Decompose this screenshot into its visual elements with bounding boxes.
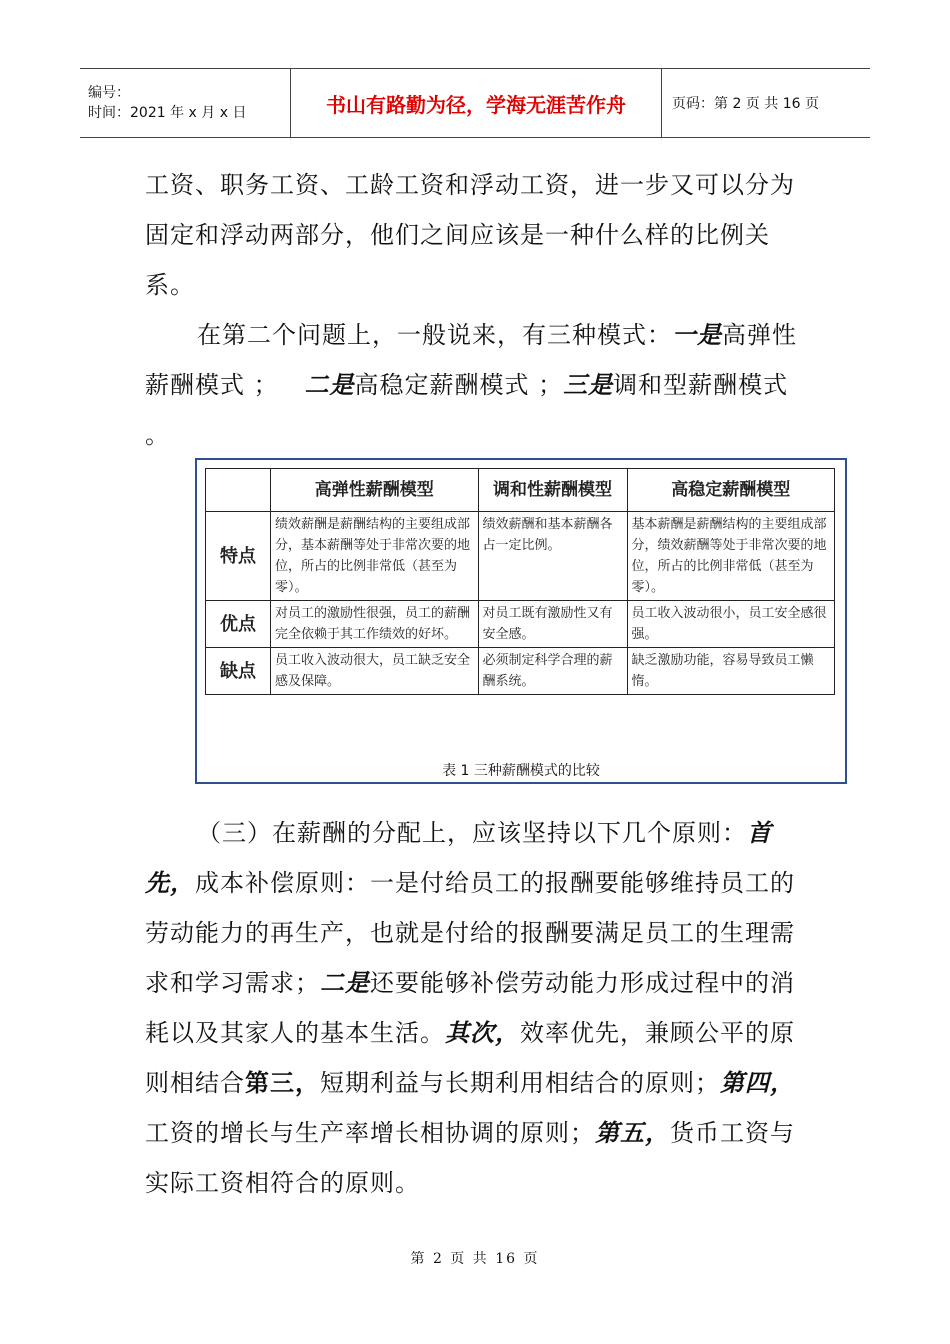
table-cell: 绩效薪酬和基本薪酬各占一定比例。 <box>478 512 627 601</box>
para3-text-3: 还要能够补偿劳动能力形成过程中的消耗以及其家人的基本生活。 <box>145 969 795 1047</box>
para2-key-1: 一是 <box>672 320 722 349</box>
table-row <box>206 512 835 601</box>
table-cell: 员工收入波动很大，员工缺乏安全感及保障。 <box>271 648 479 695</box>
table-cell: 必须制定科学合理的薪酬系统。 <box>478 648 627 695</box>
row-label-advantages: 优点 <box>206 601 271 648</box>
table-cell: 绩效薪酬是薪酬结构的主要组成部分，基本薪酬等处于非常次要的地位，所占的比例非常低（甚至为零）。 <box>271 512 479 601</box>
para3-text-5: 短期利益与长期利用相结合的原则； <box>320 1069 720 1097</box>
page-label: 页码：第 2 页 共 16 页 <box>672 96 819 112</box>
header-page <box>662 69 870 137</box>
header-meta <box>80 69 291 137</box>
table-caption: 表 1 三种薪酬模式的比较 <box>442 763 600 779</box>
para2-text-3: 调和型薪酬模式 。 <box>145 371 789 449</box>
row-label-features: 特点 <box>206 512 271 601</box>
page-footer: 第 2 页 共 16 页 <box>410 1251 540 1267</box>
para3-key-3: 其次， <box>445 1018 520 1047</box>
paragraph-1: 工资、职务工资、工龄工资和浮动工资，进一步又可以分为固定和浮动两部分，他们之间应该是一种什么样的比例关系。 <box>145 171 795 299</box>
paragraph-3 <box>145 808 810 1208</box>
date-label: 时间：2021 年 x 月 x 日 <box>88 105 247 121</box>
para3-text-4: 效率优先，兼顾公平的原则相结合 <box>145 1019 795 1097</box>
para3-text-6: 工资的增长与生产率增长相协调的原则； <box>145 1119 595 1147</box>
table-row <box>206 601 835 648</box>
table-cell: 基本薪酬是薪酬结构的主要组成部分，绩效薪酬等处于非常次要的地位，所占的比例非常低（甚至为零）。 <box>627 512 835 601</box>
para2-key-2: 二是 <box>304 370 355 399</box>
para2-text-1: 高弹性薪酬模式 ； <box>145 321 797 399</box>
motto-text: 书山有路勤为径，学海无涯苦作舟 <box>326 92 626 117</box>
para3-key-2: 二是 <box>320 968 370 997</box>
row-label-disadvantages: 缺点 <box>206 648 271 695</box>
para3-text-7: 货币工资与实际工资相符合的原则。 <box>145 1119 795 1197</box>
table-header-balanced: 调和性薪酬模型 <box>478 469 627 512</box>
para2-lead: 在第二个问题上，一般说来，有三种模式： <box>197 321 672 349</box>
table-header-row <box>206 469 835 512</box>
comparison-table <box>205 468 835 695</box>
table-cell: 缺乏激励功能，容易导致员工懒惰。 <box>627 648 835 695</box>
table-header-high-elastic: 高弹性薪酬模型 <box>271 469 479 512</box>
table-cell: 对员工的激励性很强，员工的薪酬完全依赖于其工作绩效的好坏。 <box>271 601 479 648</box>
table-cell: 对员工既有激励性又有安全感。 <box>478 601 627 648</box>
para3-text-2: 成本补偿原则：一是付给员工的报酬要能够维持员工的劳动能力的再生产，也就是付给的报酬要满足员工的生理需求和学习需求； <box>145 869 795 997</box>
para3-key-4: 第三， <box>245 1068 320 1097</box>
para2-key-3: 三是 <box>563 370 614 399</box>
paragraph-2 <box>145 310 810 460</box>
para2-text-2: 高稳定薪酬模式 ； <box>354 371 564 399</box>
table-header-blank <box>206 469 271 512</box>
para3-text-1: （三）在薪酬的分配上，应该坚持以下几个原则： <box>197 819 747 847</box>
header-motto <box>291 69 662 137</box>
number-label: 编号： <box>88 85 130 101</box>
para3-key-6: 第五， <box>595 1118 670 1147</box>
page-header <box>80 68 870 138</box>
table-row <box>206 648 835 695</box>
table-cell: 员工收入波动很小，员工安全感很强。 <box>627 601 835 648</box>
comparison-figure <box>195 458 847 784</box>
table-header-high-stable: 高稳定薪酬模型 <box>627 469 835 512</box>
para3-key-5: 第四， <box>720 1068 795 1097</box>
para3-key-1: 首先， <box>145 818 772 897</box>
